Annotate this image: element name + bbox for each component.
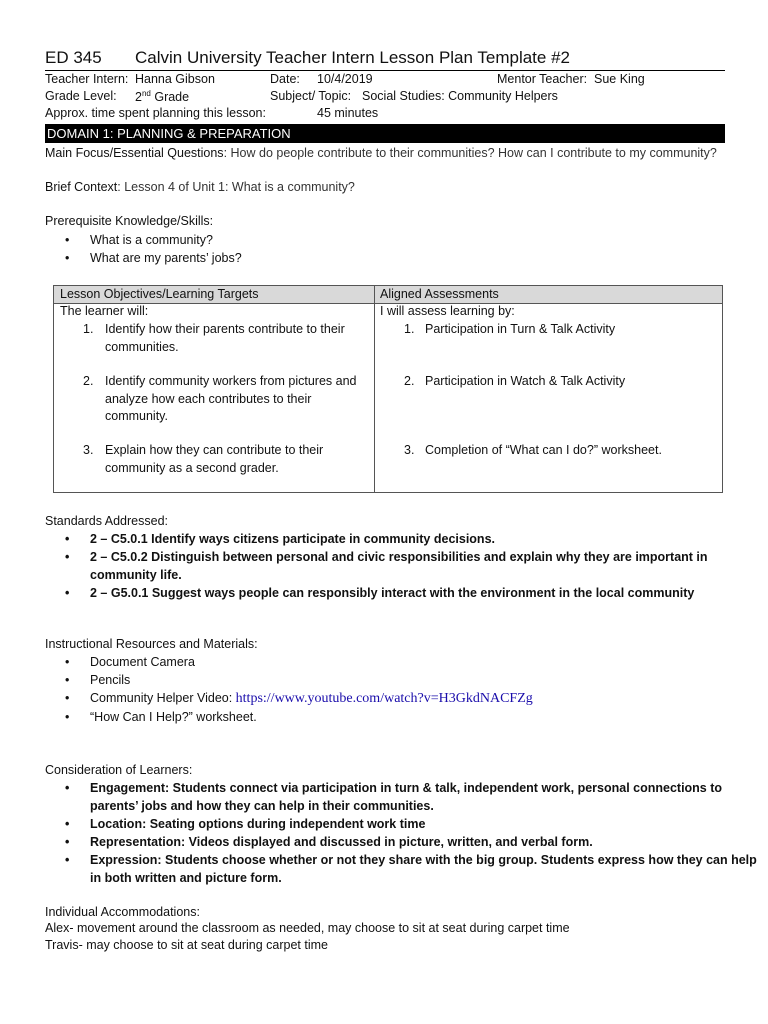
objective-2-line3: community.: [105, 409, 168, 423]
main-focus: Main Focus/Essential Questions: How do people contribute to their communities? How can I contribute to my community?: [45, 146, 717, 160]
objective-2-line2: analyze how each contributes to their: [105, 392, 312, 406]
list-item: • Document Camera: [45, 653, 533, 671]
grade-label: Grade Level:: [45, 89, 117, 103]
objective-3-line2: community as a second grader.: [105, 461, 279, 475]
list-item: • What are my parents’ jobs?: [45, 249, 242, 267]
list-item: • Expression: Students choose whether or not they share with the big group. Students express how they can help in both written and picture form.: [45, 851, 757, 887]
accommodations-heading: Individual Accommodations:: [45, 905, 200, 919]
assessment-2-text: Participation in Watch & Talk Activity: [425, 374, 626, 388]
standards-list: [45, 530, 708, 602]
assessment-3-text: Completion of “What can I do?” worksheet.: [425, 443, 662, 457]
objective-2-num: 2.: [83, 374, 94, 388]
intern-value: Hanna Gibson: [135, 72, 215, 86]
grade-value: 2nd Grade: [135, 89, 190, 105]
learners-list: [45, 779, 757, 887]
assessment-3-num: 3.: [404, 443, 415, 457]
list-item: • Community Helper Video: https://www.youtube.com/watch?v=H3GkdNACFZg: [45, 689, 533, 708]
mentor-value: Sue King: [594, 72, 645, 86]
list-item: • “How Can I Help?” worksheet.: [45, 708, 533, 726]
list-item: • 2 – C5.0.1 Identify ways citizens participate in community decisions.: [45, 530, 708, 548]
page-title: [45, 48, 570, 68]
objective-3-num: 3.: [83, 443, 94, 457]
assessment-2-num: 2.: [404, 374, 415, 388]
title-rule: [45, 70, 725, 71]
learners-heading: Consideration of Learners:: [45, 763, 193, 777]
list-item: • Representation: Videos displayed and discussed in picture, written, and verbal form.: [45, 833, 757, 851]
planning-time-value: 45 minutes: [317, 106, 379, 120]
assessment-1-text: Participation in Turn & Talk Activity: [425, 322, 616, 336]
prereq-list: [45, 231, 242, 267]
assessments-intro: I will assess learning by:: [380, 304, 515, 318]
list-item: • What is a community?: [45, 231, 242, 249]
standards-heading: Standards Addressed:: [45, 514, 168, 528]
accommodation-travis: Travis- may choose to sit at seat during carpet time: [45, 938, 328, 952]
course-code: ED 345: [45, 48, 102, 67]
brief-context: Brief Context: Lesson 4 of Unit 1: What is a community?: [45, 180, 355, 194]
objective-2-line1: Identify community workers from pictures and: [105, 374, 357, 388]
prereq-heading: Prerequisite Knowledge/Skills:: [45, 214, 214, 228]
objective-1-num: 1.: [83, 322, 94, 336]
mentor-label: Mentor Teacher:: [497, 72, 588, 86]
resources-heading: Instructional Resources and Materials:: [45, 637, 258, 651]
subject-label: Subject/ Topic:: [270, 89, 352, 103]
list-item: • Pencils: [45, 671, 533, 689]
objective-3-line1: Explain how they can contribute to their: [105, 443, 324, 457]
video-link[interactable]: https://www.youtube.com/watch?v=H3GkdNACFZg: [235, 691, 533, 706]
date-value: 10/4/2019: [317, 72, 373, 86]
list-item: • Location: Seating options during independent work time: [45, 815, 757, 833]
planning-time-label: Approx. time spent planning this lesson:: [45, 106, 266, 120]
assessments-header: Aligned Assessments: [380, 287, 499, 301]
assessment-1-num: 1.: [404, 322, 415, 336]
intern-label: Teacher Intern:: [45, 72, 129, 86]
objectives-table: [53, 285, 723, 493]
subject-value: Social Studies: Community Helpers: [362, 89, 558, 103]
template-title: Calvin University Teacher Intern Lesson Plan Template #2: [135, 48, 570, 67]
resources-list: [45, 653, 533, 726]
date-label: Date:: [270, 72, 300, 86]
objectives-header: Lesson Objectives/Learning Targets: [60, 287, 259, 301]
objective-1-line1: Identify how their parents contribute to their: [105, 322, 345, 336]
list-item: • 2 – G5.0.1 Suggest ways people can responsibly interact with the environment in the local community: [45, 584, 708, 602]
objectives-intro: The learner will:: [60, 304, 149, 318]
list-item: • Engagement: Students connect via participation in turn & talk, independent work, personal connections to parents’ jobs and how they can help in their communities.: [45, 779, 757, 815]
list-item: • 2 – C5.0.2 Distinguish between personal and civic responsibilities and explain why they are important in community life.: [45, 548, 708, 584]
domain-heading: DOMAIN 1: PLANNING & PREPARATION: [45, 124, 725, 143]
objective-1-line2: communities.: [105, 340, 179, 354]
accommodation-alex: Alex- movement around the classroom as needed, may choose to sit at seat during carpet time: [45, 921, 570, 935]
